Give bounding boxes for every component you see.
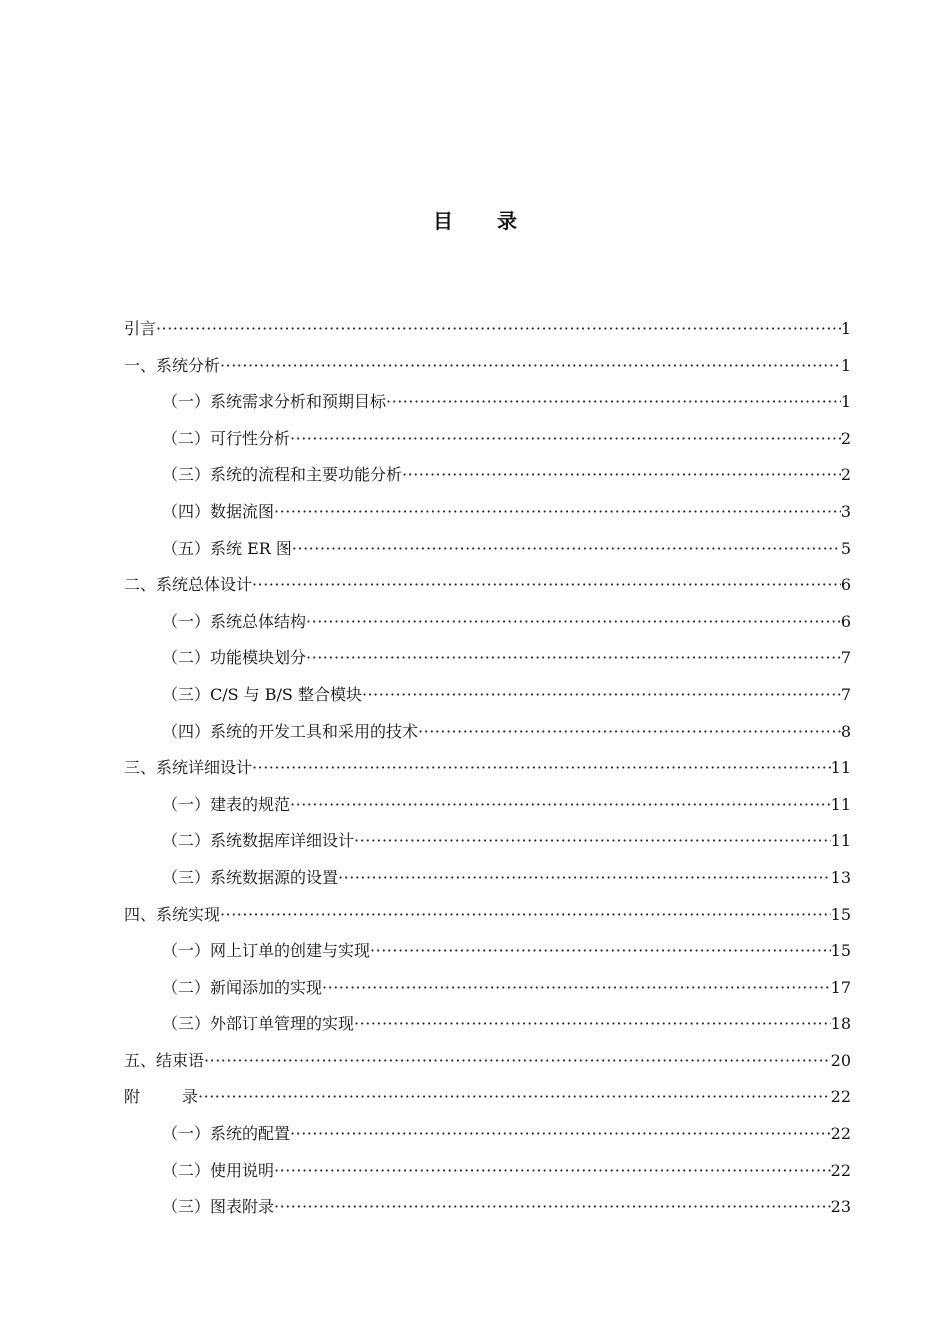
toc-leader-dots: [370, 933, 831, 970]
toc-entry-page: 1: [840, 355, 851, 375]
toc-entry-page: 23: [830, 1197, 851, 1217]
toc-entry-page: 22: [830, 1124, 851, 1144]
toc-leader-dots: [354, 823, 831, 860]
toc-leader-dots: [418, 714, 841, 751]
toc-entry-label-part: 录: [182, 1087, 199, 1107]
toc-entry[interactable]: [124, 787, 851, 824]
toc-leader-dots: [156, 311, 841, 348]
toc-entry[interactable]: [124, 677, 851, 714]
toc-entry[interactable]: [124, 897, 851, 934]
toc-entry-page: 13: [830, 867, 851, 887]
toc-entry-label: （二）功能模块划分: [162, 648, 307, 668]
toc-entry-label: 二、系统总体设计: [124, 575, 253, 595]
toc-entry-label-part: 附: [124, 1087, 141, 1107]
toc-entry-page: 7: [840, 648, 851, 668]
toc-entry-page: 6: [840, 575, 851, 595]
toc-entry[interactable]: [124, 860, 851, 897]
toc-entry-page: 2: [840, 428, 851, 448]
toc-entry[interactable]: [124, 823, 851, 860]
toc-leader-dots: [362, 677, 841, 714]
toc-entry[interactable]: [124, 1043, 851, 1080]
toc-leader-dots: [220, 897, 831, 934]
toc-entry[interactable]: [124, 1116, 851, 1153]
toc-title-char-2: 录: [497, 209, 517, 233]
toc-leader-dots: [220, 348, 841, 385]
toc-entry[interactable]: [124, 348, 851, 385]
toc-entry[interactable]: [124, 604, 851, 641]
toc-leader-dots: [386, 384, 841, 421]
toc-entry-label: [124, 1079, 198, 1116]
toc-entry[interactable]: [124, 640, 851, 677]
toc-leader-dots: [306, 640, 841, 677]
toc-entry[interactable]: [124, 1079, 851, 1116]
toc-entry-page: 2: [840, 465, 851, 485]
toc-entry[interactable]: [124, 311, 851, 348]
toc-leader-dots: [290, 421, 841, 458]
toc-entry-page: 15: [830, 941, 851, 961]
toc-entry-label: （一）系统的配置: [162, 1124, 291, 1144]
toc-entry[interactable]: [124, 457, 851, 494]
toc-entry[interactable]: [124, 933, 851, 970]
toc-entry-page: 18: [830, 1014, 851, 1034]
toc-entry-label: 五、结束语: [124, 1050, 205, 1070]
toc-entry[interactable]: [124, 750, 851, 787]
toc-leader-dots: [198, 1079, 831, 1116]
toc-entry-label: （四）数据流图: [162, 501, 275, 521]
toc-entry[interactable]: [124, 421, 851, 458]
table-of-contents: [124, 311, 851, 1226]
toc-entry-page: 11: [830, 758, 851, 778]
toc-entry[interactable]: [124, 494, 851, 531]
toc-entry-page: 11: [830, 794, 851, 814]
toc-leader-dots: [252, 567, 841, 604]
toc-entry-label: 三、系统详细设计: [124, 758, 253, 778]
toc-entry[interactable]: [124, 567, 851, 604]
toc-entry[interactable]: [124, 970, 851, 1007]
toc-leader-dots: [322, 970, 831, 1007]
toc-entry[interactable]: [124, 1189, 851, 1226]
toc-leader-dots: [274, 1189, 831, 1226]
toc-entry[interactable]: [124, 1006, 851, 1043]
toc-entry-page: 22: [830, 1160, 851, 1180]
toc-entry-page: 1: [840, 392, 851, 412]
toc-entry-label: （四）系统的开发工具和采用的技术: [162, 721, 419, 741]
toc-leader-dots: [354, 1006, 831, 1043]
toc-leader-dots: [204, 1043, 831, 1080]
toc-entry-label: （一）建表的规范: [162, 794, 291, 814]
toc-entry-label: （二）可行性分析: [162, 428, 291, 448]
toc-entry[interactable]: [124, 1153, 851, 1190]
toc-entry-label: （二）使用说明: [162, 1160, 275, 1180]
toc-entry[interactable]: [124, 531, 851, 568]
toc-entry-label: 引言: [124, 319, 157, 338]
toc-entry-page: 22: [830, 1087, 851, 1107]
toc-entry-label: （一）系统需求分析和预期目标: [162, 392, 387, 412]
toc-entry-page: 1: [840, 319, 851, 338]
toc-leader-dots: [290, 1116, 831, 1153]
toc-entry-label: （二）系统数据库详细设计: [162, 831, 355, 851]
toc-entry-page: 20: [830, 1050, 851, 1070]
toc-title-char-1: 目: [433, 209, 453, 233]
toc-entry-label: （三）图表附录: [162, 1197, 275, 1217]
toc-entry-page: 5: [840, 538, 851, 558]
toc-entry-page: 6: [840, 611, 851, 631]
toc-entry-label: （三）外部订单管理的实现: [162, 1014, 355, 1034]
toc-entry-label: （五）系统 ER 图: [162, 538, 292, 558]
toc-entry-label: 四、系统实现: [124, 904, 221, 924]
toc-entry[interactable]: [124, 714, 851, 751]
toc-leader-dots: [274, 1153, 831, 1190]
toc-entry-label: 一、系统分析: [124, 355, 221, 375]
toc-title: [0, 204, 950, 238]
toc-leader-dots: [290, 787, 831, 824]
toc-entry-label: （三）C/S 与 B/S 整合模块: [162, 684, 362, 704]
toc-entry-page: 11: [830, 831, 851, 851]
toc-leader-dots: [252, 750, 831, 787]
toc-entry-page: 3: [840, 501, 851, 521]
toc-entry[interactable]: [124, 384, 851, 421]
toc-leader-dots: [338, 860, 831, 897]
toc-entry-page: 15: [830, 904, 851, 924]
toc-entry-label: （三）系统的流程和主要功能分析: [162, 465, 403, 485]
toc-entry-label: （二）新闻添加的实现: [162, 977, 323, 997]
toc-entry-label: （一）网上订单的创建与实现: [162, 941, 371, 961]
toc-entry-label: （三）系统数据源的设置: [162, 867, 339, 887]
toc-leader-dots: [292, 531, 841, 568]
toc-leader-dots: [306, 604, 841, 641]
toc-entry-page: 17: [830, 977, 851, 997]
toc-entry-page: 7: [840, 684, 851, 704]
toc-leader-dots: [402, 457, 841, 494]
toc-leader-dots: [274, 494, 841, 531]
toc-entry-page: 8: [840, 721, 851, 741]
toc-entry-label: （一）系统总体结构: [162, 611, 307, 631]
